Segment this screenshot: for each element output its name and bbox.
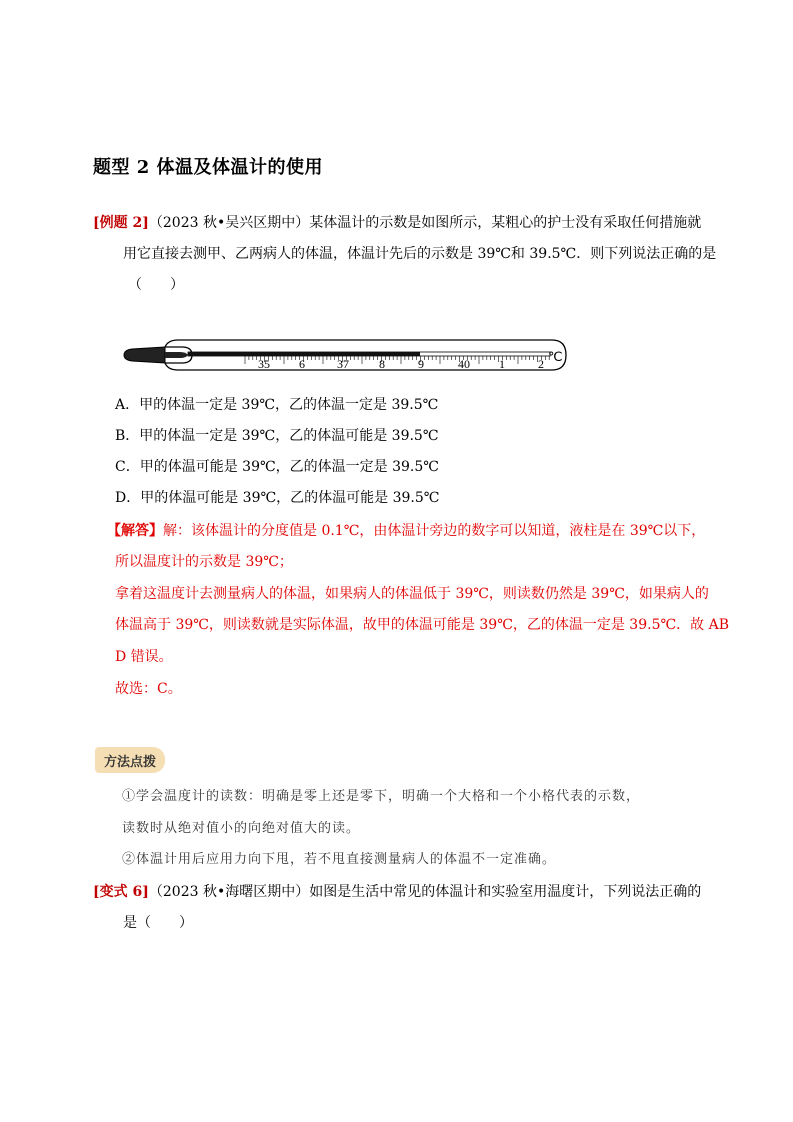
answer-line-6: 故选：C。 xyxy=(115,681,182,697)
variant-line-2: 是（ ） xyxy=(123,915,193,931)
example-label: [例题 2] xyxy=(93,215,149,231)
example-line-3: （ ） xyxy=(128,277,184,293)
tick-label-38: 8 xyxy=(379,357,385,371)
thermometer-bulb xyxy=(124,347,165,363)
tick-label-35: 35 xyxy=(258,357,270,371)
example-line-2: 用它直接去测甲、乙两病人的体温，体温计先后的示数是 39℃和 39.5℃．则下列说法正确的是 xyxy=(123,246,717,262)
method-line-2: 读数时从绝对值小的向绝对值大的读。 xyxy=(122,821,361,836)
answer-line-2: 所以温度计的示数是 39℃； xyxy=(115,554,293,570)
thermometer-figure xyxy=(120,330,580,380)
answer-line-5: D 错误。 xyxy=(115,649,173,665)
option-c: C．甲的体温可能是 39℃，乙的体温一定是 39.5℃ xyxy=(115,459,439,475)
option-d: D．甲的体温可能是 39℃，乙的体温可能是 39.5℃ xyxy=(115,490,440,506)
section-title: 题型 2 体温及体温计的使用 xyxy=(93,157,324,178)
tick-label-42: 2 xyxy=(538,357,544,371)
thermometer-unit: ℃ xyxy=(548,349,563,364)
option-b: B．甲的体温一定是 39℃，乙的体温可能是 39.5℃ xyxy=(115,428,439,444)
mercury-column xyxy=(188,352,420,356)
example-text-1: （2023 秋•吴兴区期中）某体温计的示数是如图所示，某粗心的护士没有采取任何措施就 xyxy=(148,215,702,231)
thermometer-neck xyxy=(165,352,188,358)
answer-text-1: 解：该体温计的分度值是 0.1℃，由体温计旁边的数字可以知道，液柱是在 39℃以下， xyxy=(163,523,706,539)
tick-label-37: 37 xyxy=(337,357,349,371)
answer-tag: 【解答】 xyxy=(107,523,163,539)
variant-text-1: （2023 秋•海曙区期中）如图是生活中常见的体温计和实验室用温度计，下列说法正确的 xyxy=(148,884,702,900)
tick-label-36: 6 xyxy=(299,357,305,371)
answer-line-3: 拿着这温度计去测量病人的体温，如果病人的体温低于 39℃，则读数仍然是 39℃，如果病人的 xyxy=(115,586,709,602)
tick-label-39: 9 xyxy=(418,357,424,371)
tick-label-40: 40 xyxy=(458,357,470,371)
method-line-1: ①学会温度计的读数：明确是零上还是零下，明确一个大格和一个小格代表的示数， xyxy=(122,789,641,804)
method-tag: 方法点拨 xyxy=(95,747,165,773)
variant-line-1 xyxy=(93,882,701,902)
option-a: A．甲的体温一定是 39℃，乙的体温一定是 39.5℃ xyxy=(115,397,439,413)
tick-label-41: 1 xyxy=(499,357,505,371)
variant-label: [变式 6] xyxy=(93,884,149,900)
method-line-3: ②体温计用后应用力向下甩，若不甩直接测量病人的体温不一定准确。 xyxy=(122,852,557,867)
answer-line-1 xyxy=(107,521,705,541)
example-line-1 xyxy=(93,213,701,233)
answer-line-4: 体温高于 39℃，则读数就是实际体温，故甲的体温可能是 39℃，乙的体温一定是 39.5℃．故 AB xyxy=(115,617,729,633)
